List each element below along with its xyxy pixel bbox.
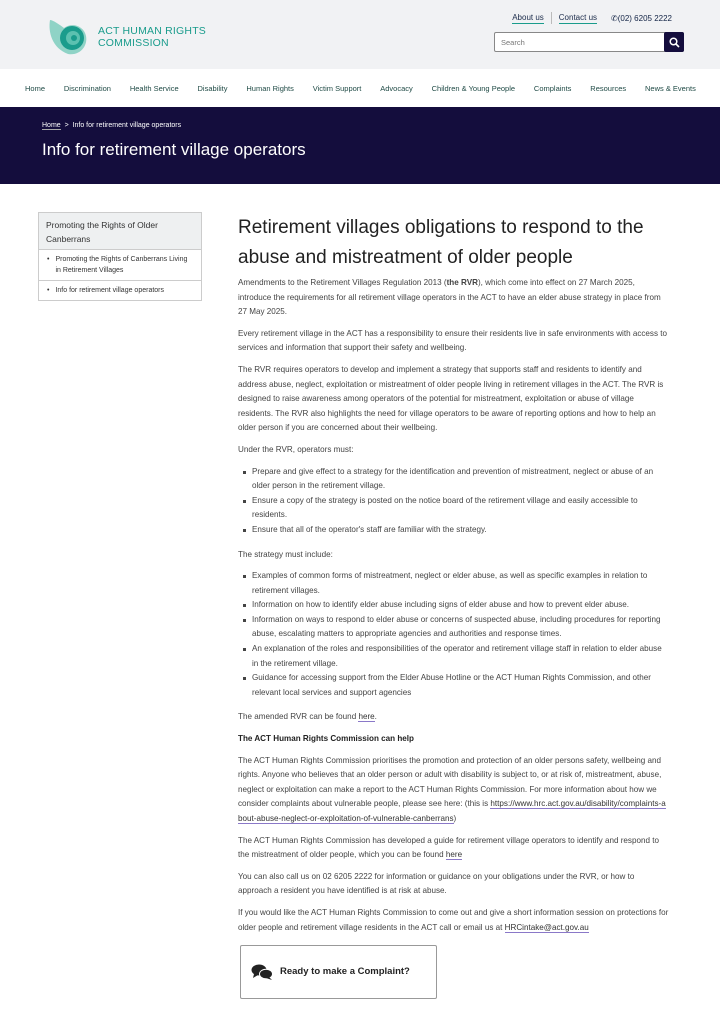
- list-item: Ensure that all of the operator's staff are familiar with the strategy.: [238, 523, 670, 538]
- strategy-requirements-list: [238, 569, 670, 700]
- list-item: Information on how to identify elder abuse including signs of elder abuse and how to prevent elder abuse.: [238, 598, 670, 613]
- nav-health-service[interactable]: Health Service: [129, 83, 179, 93]
- breadcrumb-home[interactable]: Home: [42, 122, 61, 129]
- search-button[interactable]: [664, 32, 684, 52]
- divider: [551, 12, 552, 24]
- sidebar-item-label: Info for retirement village operators: [55, 287, 165, 294]
- nav-resources[interactable]: Resources: [590, 83, 627, 93]
- breadcrumb-current: Info for retirement village operators: [72, 122, 182, 129]
- list-item: An explanation of the roles and responsibilities of the operator and retirement village staff in relation to elder abuse in the retirement village.: [238, 642, 670, 671]
- search-icon: [669, 37, 680, 48]
- site-header: [0, 0, 720, 69]
- main-nav: [0, 69, 720, 107]
- logo-line-2: COMMISSION: [98, 37, 169, 49]
- operator-obligations-list: [238, 465, 670, 538]
- list-item: Guidance for accessing support from the Elder Abuse Hotline or the ACT Human Rights Commission, and other relevant local services and support agencies: [238, 671, 670, 700]
- guide-link[interactable]: here: [445, 850, 463, 860]
- nav-discrimination[interactable]: Discrimination: [63, 83, 111, 93]
- nav-complaints[interactable]: Complaints: [533, 83, 572, 93]
- rvr-link[interactable]: here: [358, 712, 375, 722]
- list-item: Ensure a copy of the strategy is posted on the notice board of the retirement village and easily accessible to residents.: [238, 494, 670, 523]
- logo-line-1: ACT HUMAN RIGHTS: [98, 25, 207, 37]
- paragraph: Every retirement village in the ACT has a responsibility to ensure their residents live in safe environments with access to services and information that support their safety and wellbeing.: [238, 328, 668, 353]
- sidebar-item[interactable]: • Promoting the Rights of Canberrans Living in Retirement Villages: [38, 250, 202, 281]
- nav-disability[interactable]: Disability: [197, 83, 228, 93]
- complaints-url-link[interactable]: https://www.hrc.act.gov.au/disability/complaints-about-abuse-neglect-or-exploitation-of-vulnerable-canberrans: [238, 799, 666, 823]
- sidebar: [38, 212, 202, 301]
- page-title: Info for retirement village operators: [42, 140, 306, 159]
- phone-link[interactable]: [611, 14, 672, 23]
- email-link[interactable]: HRCintake@act.gov.au: [504, 922, 589, 932]
- paragraph: The strategy must include:: [238, 549, 333, 559]
- paragraph: The ACT Human Rights Commission prioritises the promotion and protection of an older persons safety, wellbeing and rights. Anyone who believes that an older person or adult with disability is subject to, or at risk of, mistreatment, abuse, neglect or exploitation can make a report to the ACT Human Rights Commission. For more information about how we consider complaints about vulnerable people, please see here: (this is https://www.hrc.act.gov.au/disability/complaints-about-abuse-neglect-or-exploitation-of-vulnerable-canberrans): [238, 755, 666, 823]
- cta-label: Ready to make a Complaint?: [280, 965, 410, 977]
- paragraph: If you would like the ACT Human Rights Commission to come out and give a short information session on protections for older people and retirement village residents in the ACT call or email us at HRCintake@act.gov.au: [238, 907, 669, 932]
- nav-human-rights[interactable]: Human Rights: [246, 83, 294, 93]
- paragraph: The amended RVR can be found here.: [238, 712, 377, 722]
- logo[interactable]: [46, 18, 206, 56]
- paragraph: Under the RVR, operators must:: [238, 444, 354, 454]
- list-item: Information on ways to respond to elder abuse or concerns of suspected abuse, including procedures for reporting abuse, escalating matters to appropriate agencies and authorities and response times.: [238, 613, 670, 642]
- subheading: The ACT Human Rights Commission can help: [238, 734, 414, 744]
- search-box: [494, 32, 684, 52]
- paragraph: Amendments to the Retirement Villages Regulation 2013 (the RVR), which come into effect on 27 March 2025, introduce the requirements for all retirement village operators in the ACT to have an elder abuse strategy in place from 27 May 2025.: [238, 278, 661, 317]
- contact-us-link[interactable]: Contact us: [558, 12, 598, 22]
- page-banner: [0, 107, 720, 184]
- search-input[interactable]: Search: [501, 38, 525, 47]
- nav-victim-support[interactable]: Victim Support: [312, 83, 362, 93]
- sidebar-item-label: Promoting the Rights of Canberrans Living in Retirement Villages: [55, 256, 188, 274]
- paragraph: The ACT Human Rights Commission has developed a guide for retirement village operators to identify and respond to the mistreatment of older people, which you can be found here: [238, 835, 659, 860]
- nav-home[interactable]: Home: [25, 83, 46, 93]
- make-complaint-button[interactable]: [240, 945, 437, 999]
- paragraph: The RVR requires operators to develop and implement a strategy that supports staff and residents to identify and address abuse, neglect, exploitation or mistreatment of older people living in retirement villages in the ACT. The RVR is designed to raise awareness among operators of the potential for mistreatment, exploitation or abuse of village residents. The RVR also highlights the need for village operators to be aware of reporting options and how to help an older person if you are concerned about their wellbeing.: [238, 364, 664, 433]
- nautilus-logo-icon: [46, 18, 90, 56]
- breadcrumb-separator: >: [64, 122, 69, 129]
- list-item: Prepare and give effect to a strategy for the identification and prevention of mistreatment, neglect or abuse of an older person in the retirement village.: [238, 465, 670, 494]
- sidebar-heading[interactable]: Promoting the Rights of Older Canberrans: [38, 212, 202, 250]
- phone-icon: ✆: [611, 13, 618, 23]
- sidebar-item-active[interactable]: • Info for retirement village operators: [38, 281, 202, 301]
- main-content: [238, 213, 670, 1015]
- paragraph: You can also call us on 02 6205 2222 for information or guidance on your obligations under the RVR, or how to approach a resident you have identified is at risk at abuse.: [238, 871, 635, 896]
- nav-news-events[interactable]: News & Events: [645, 83, 696, 93]
- nav-children-young-people[interactable]: Children & Young People: [431, 83, 516, 93]
- phone-number: (02) 6205 2222: [617, 13, 672, 23]
- article-title: Retirement villages obligations to respond to the abuse and mistreatment of older people: [238, 217, 644, 268]
- about-us-link[interactable]: About us: [512, 12, 544, 22]
- list-item: Examples of common forms of mistreatment, neglect or elder abuse, as well as specific examples in relation to retirement villages.: [238, 569, 670, 598]
- nav-advocacy[interactable]: Advocacy: [380, 83, 413, 93]
- breadcrumb: [42, 122, 181, 129]
- chat-bubbles-icon: [251, 963, 273, 981]
